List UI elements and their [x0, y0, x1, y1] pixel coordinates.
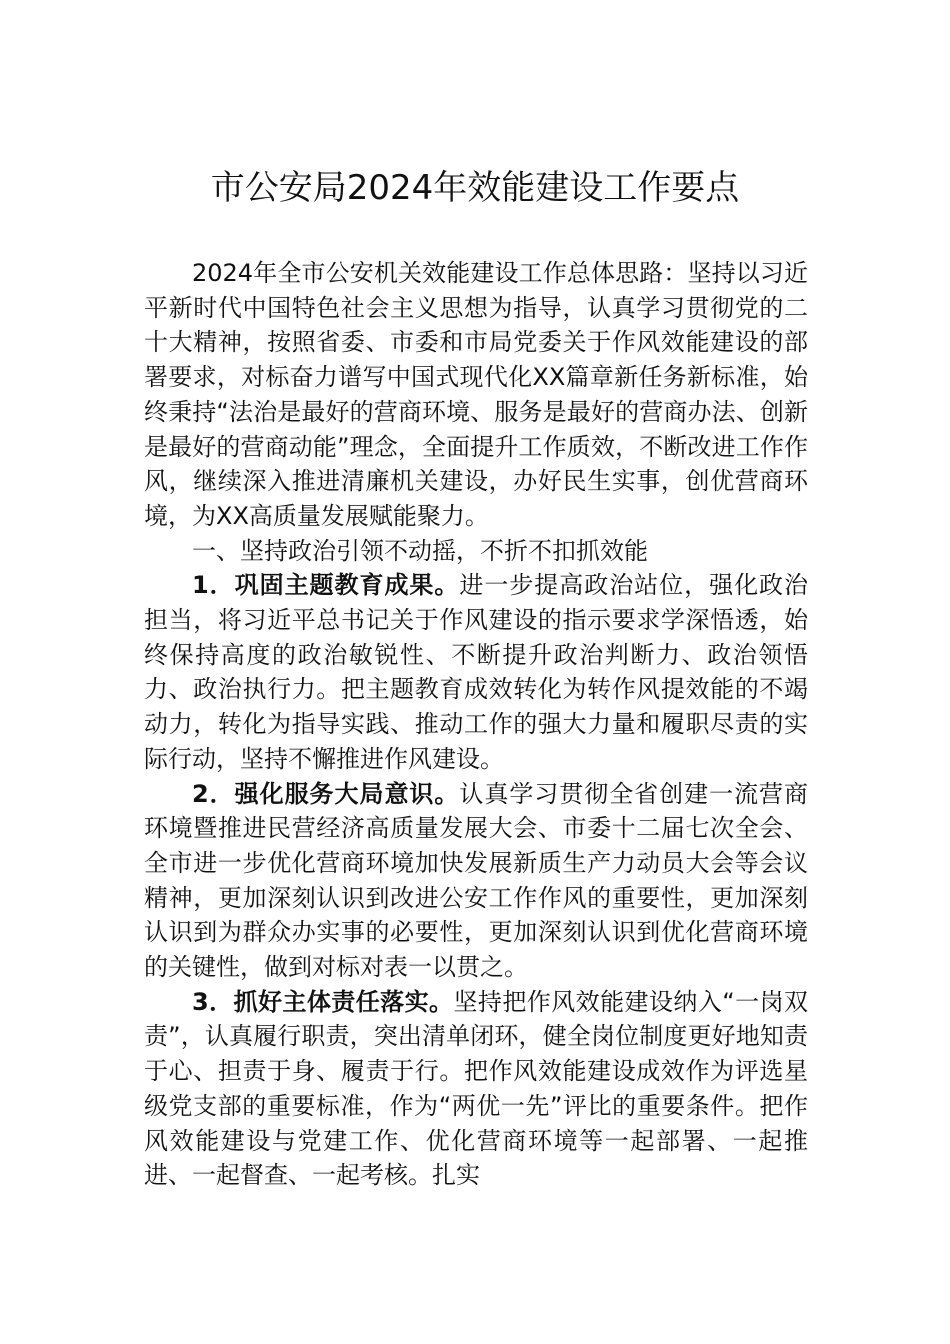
- paragraph-item-2: [144, 777, 808, 985]
- section-heading-1: [144, 534, 808, 569]
- paragraph-overview: [144, 256, 808, 534]
- item-heading: 3．抓好主体责任落实。: [192, 987, 454, 1016]
- item-heading: 1．巩固主题教育成果。: [192, 571, 460, 600]
- document-body: [144, 256, 808, 1193]
- paragraph-item-1: [144, 568, 808, 776]
- paragraph-text: 认真学习贯彻全省创建一流营商环境暨推进民营经济高质量发展大会、市委十二届七次全会、全市进一步优化营商环境加快发展新质生产力动员大会等会议精神，更加深刻认识到改进公安工作作风的重要性，更加深刻认识到为群众办实事的必要性，更加深刻认识到优化营商环境的关键性，做到对标对表一以贯之。: [144, 779, 809, 982]
- paragraph-text: 2024年全市公安机关效能建设工作总体思路：坚持以习近平新时代中国特色社会主义思想为指导，认真学习贯彻党的二十大精神，按照省委、市委和市局党委关于作风效能建设的部署要求，对标奋力谱写中国式现代化XX篇章新任务新标准，始终秉持“法治是最好的营商环境、服务是最好的营商办法、创新是最好的营商动能”理念，全面提升工作质效，不断改进工作作风，继续深入推进清廉机关建设，办好民生实事，创优营商环境，为XX高质量发展赋能聚力。: [144, 259, 808, 530]
- paragraph-item-3: [144, 985, 808, 1193]
- paragraph-text: 进一步提高政治站位，强化政治担当，将习近平总书记关于作风建设的指示要求学深悟透，始终保持高度的政治敏锐性、不断提升政治判断力、政治领悟力、政治执行力。把主题教育成效转化为转作风提效能的不竭动力，转化为指导实践、推动工作的强大力量和履职尽责的实际行动，坚持不懈推进作风建设。: [144, 571, 809, 773]
- document-title: 市公安局2024年效能建设工作要点: [210, 168, 740, 208]
- paragraph-text: 坚持把作风效能建设纳入“一岗双责”，认真履行职责，突出清单闭环，健全岗位制度更好地知责于心、担责于身、履责于行。把作风效能建设成效作为评选星级党支部的重要标准，作为“两优一先”评比的重要条件。把作风效能建设与党建工作、优化营商环境等一起部署、一起推进、一起督查、一起考核。扎实: [144, 987, 808, 1190]
- item-heading: 2．强化服务大局意识。: [192, 779, 460, 808]
- section-heading-text: 一、坚持政治引领不动摇，不折不扣抓效能: [192, 536, 648, 565]
